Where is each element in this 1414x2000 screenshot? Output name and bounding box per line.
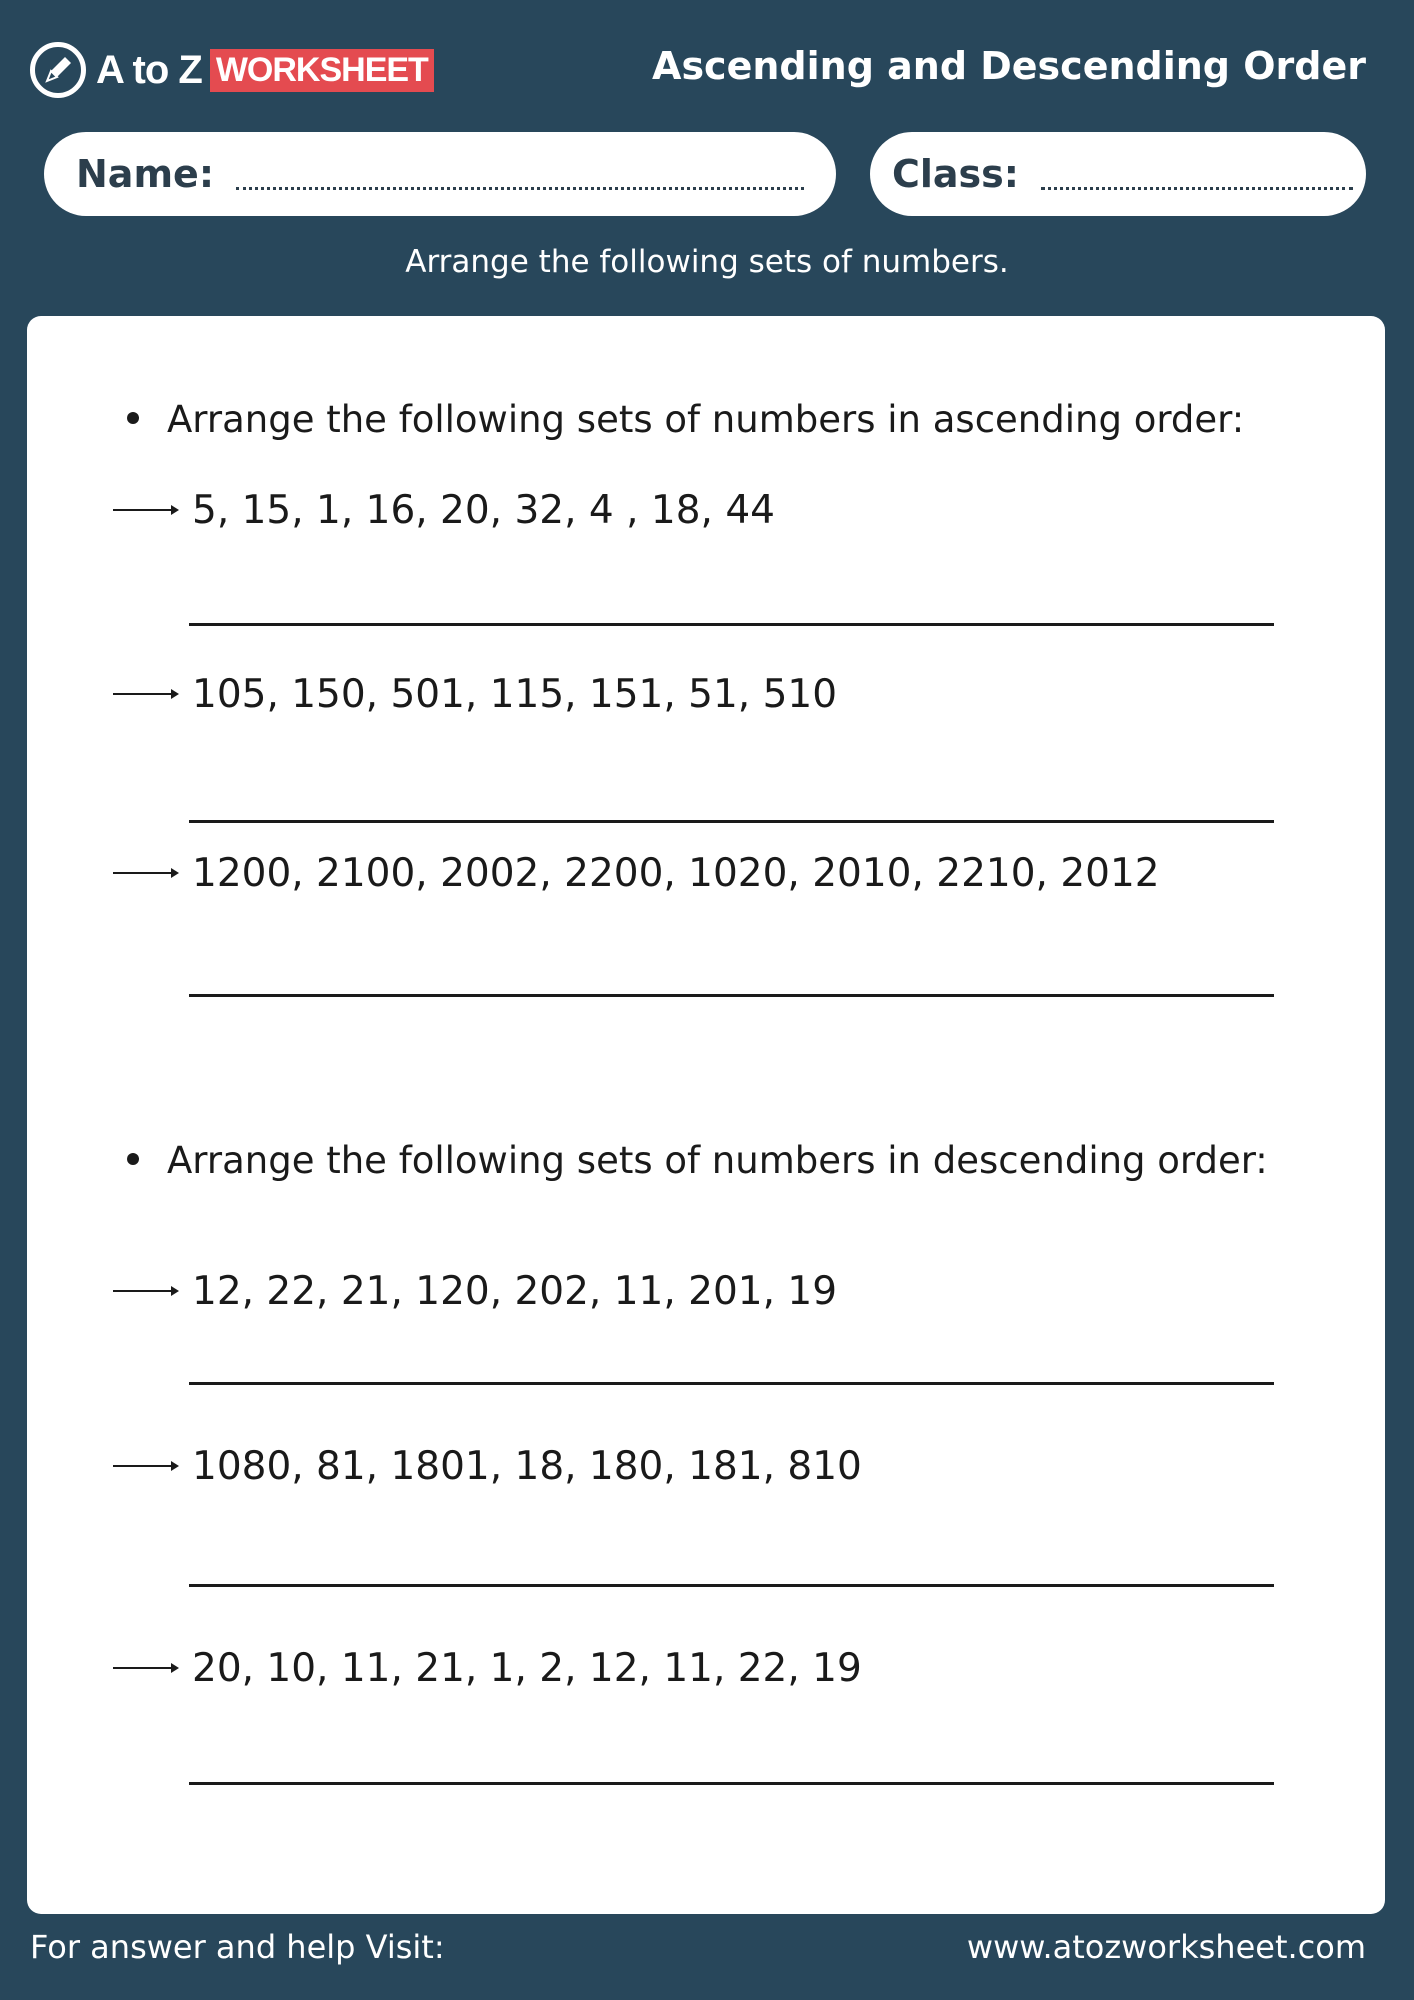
number-set: 1080, 81, 1801, 18, 180, 181, 810	[192, 1444, 862, 1489]
arrow-icon	[113, 866, 179, 880]
section-heading-text: Arrange the following sets of numbers in ascending order:	[167, 398, 1245, 441]
worksheet-card	[27, 316, 1385, 1914]
section-heading-descending	[167, 1139, 1268, 1182]
class-field[interactable]	[870, 132, 1366, 216]
instruction-text: Arrange the following sets of numbers.	[405, 244, 1009, 280]
logo-highlight: WORKSHEET	[210, 49, 434, 92]
section-heading-text: Arrange the following sets of numbers in descending order:	[167, 1139, 1268, 1182]
class-dotted-line	[1041, 159, 1353, 190]
footer-help-text: For answer and help Visit:	[30, 1928, 445, 1966]
footer-website-link[interactable]: www.atozworksheet.com	[966, 1928, 1366, 1966]
number-set: 5, 15, 1, 16, 20, 32, 4 , 18, 44	[192, 488, 775, 533]
number-set: 1200, 2100, 2002, 2200, 1020, 2010, 2210, 2012	[192, 851, 1160, 896]
bullet-icon	[127, 1153, 139, 1165]
bullet-icon	[127, 412, 139, 424]
name-field[interactable]	[44, 132, 836, 216]
name-label: Name:	[76, 152, 215, 196]
arrow-icon	[113, 687, 179, 701]
answer-line[interactable]	[189, 623, 1274, 626]
answer-line[interactable]	[189, 1382, 1274, 1385]
logo	[30, 38, 434, 102]
arrow-icon	[113, 1284, 179, 1298]
answer-line[interactable]	[189, 1584, 1274, 1587]
class-label: Class:	[892, 152, 1019, 196]
number-set: 12, 22, 21, 120, 202, 11, 201, 19	[192, 1269, 838, 1314]
arrow-icon	[113, 1459, 179, 1473]
section-heading-ascending	[167, 398, 1244, 441]
page-title: Ascending and Descending Order	[652, 44, 1366, 88]
answer-line[interactable]	[189, 1782, 1274, 1785]
answer-line[interactable]	[189, 820, 1274, 823]
pencil-icon	[30, 42, 86, 98]
answer-line[interactable]	[189, 994, 1274, 997]
arrow-icon	[113, 1661, 179, 1675]
logo-text: A to Z	[96, 47, 202, 92]
arrow-icon	[113, 503, 179, 517]
number-set: 105, 150, 501, 115, 151, 51, 510	[192, 672, 838, 717]
number-set: 20, 10, 11, 21, 1, 2, 12, 11, 22, 19	[192, 1646, 862, 1691]
name-dotted-line	[236, 159, 804, 190]
